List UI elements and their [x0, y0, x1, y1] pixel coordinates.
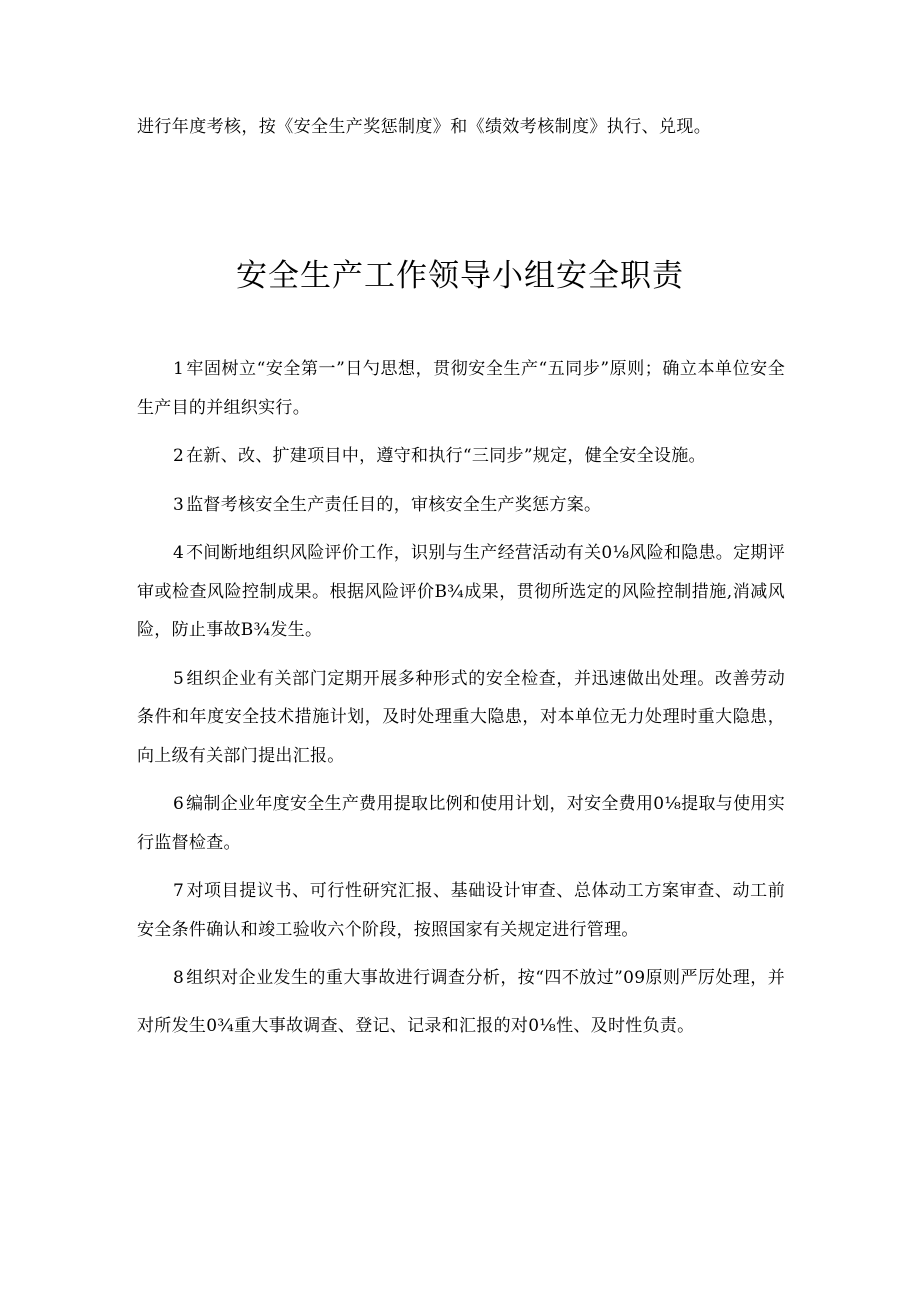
section-title: 安全生产工作领导小组安全职责: [236, 258, 684, 294]
item-text: 组织企业有关部门定期开展多种形式的安全检查，并迅速做出处理。改善劳动条件和年度安全技术措施计划，及时处理重大隐患，对本单位无力处理时重大隐患，向上级有关部门提出汇报。: [137, 668, 785, 766]
item-text: 编制企业年度安全生产费用提取比例和使用计划，对安全费用0⅛提取与使用实行监督检查。: [137, 794, 785, 853]
item-text: 组织对企业发生的重大事故进行调查分析，按“四不放过”09原则严厉处理，并对所发生0¾重大事故调查、登记、记录和汇报的对0⅛性、及时性负责。: [137, 968, 785, 1036]
item-text: 在新、改、扩建项目中，遵守和执行“三同步”规定，健全安全设施。: [186, 446, 706, 466]
item-text: 牢固树立“安全第一”日勺思想，贯彻安全生产“五同步”原则；确立本单位安全生产目的并组织实行。: [137, 359, 785, 418]
duty-item-3: [137, 486, 785, 525]
item-number: 3: [173, 494, 185, 515]
duty-item-2: [137, 437, 785, 476]
item-number: 6: [173, 794, 185, 814]
duty-item-8: [137, 954, 785, 1050]
duty-item-1: [137, 350, 785, 427]
item-number: 8: [173, 968, 185, 988]
duty-item-4: [137, 534, 785, 650]
item-number: 2: [173, 446, 185, 466]
item-text: 监督考核安全生产责任目的，审核安全生产奖惩方案。: [186, 494, 602, 515]
duty-item-7: [137, 872, 785, 949]
duty-item-5: [137, 660, 785, 776]
item-number: 5: [173, 668, 185, 689]
duty-item-6: [137, 785, 785, 862]
item-number: 7: [173, 881, 185, 901]
duty-list: [137, 350, 785, 1060]
item-number: 4: [173, 543, 185, 563]
item-text: 不间断地组织风险评价工作，识别与生产经营活动有关0⅛风险和隐患。定期评审或检查风险控制成果。根据风险评价B¾成果，贯彻所选定的风险控制措施,消减风险，防止事故B¾发生。: [137, 543, 785, 640]
item-text: 对项目提议书、可行性研究汇报、基础设计审查、总体动工方案审查、动工前安全条件确认和竣工验收六个阶段，按照国家有关规定进行管理。: [137, 881, 785, 940]
item-number: 1: [173, 359, 185, 379]
intro-paragraph: 进行年度考核，按《安全生产奖惩制度》和《绩效考核制度》执行、兑现。: [137, 117, 712, 137]
